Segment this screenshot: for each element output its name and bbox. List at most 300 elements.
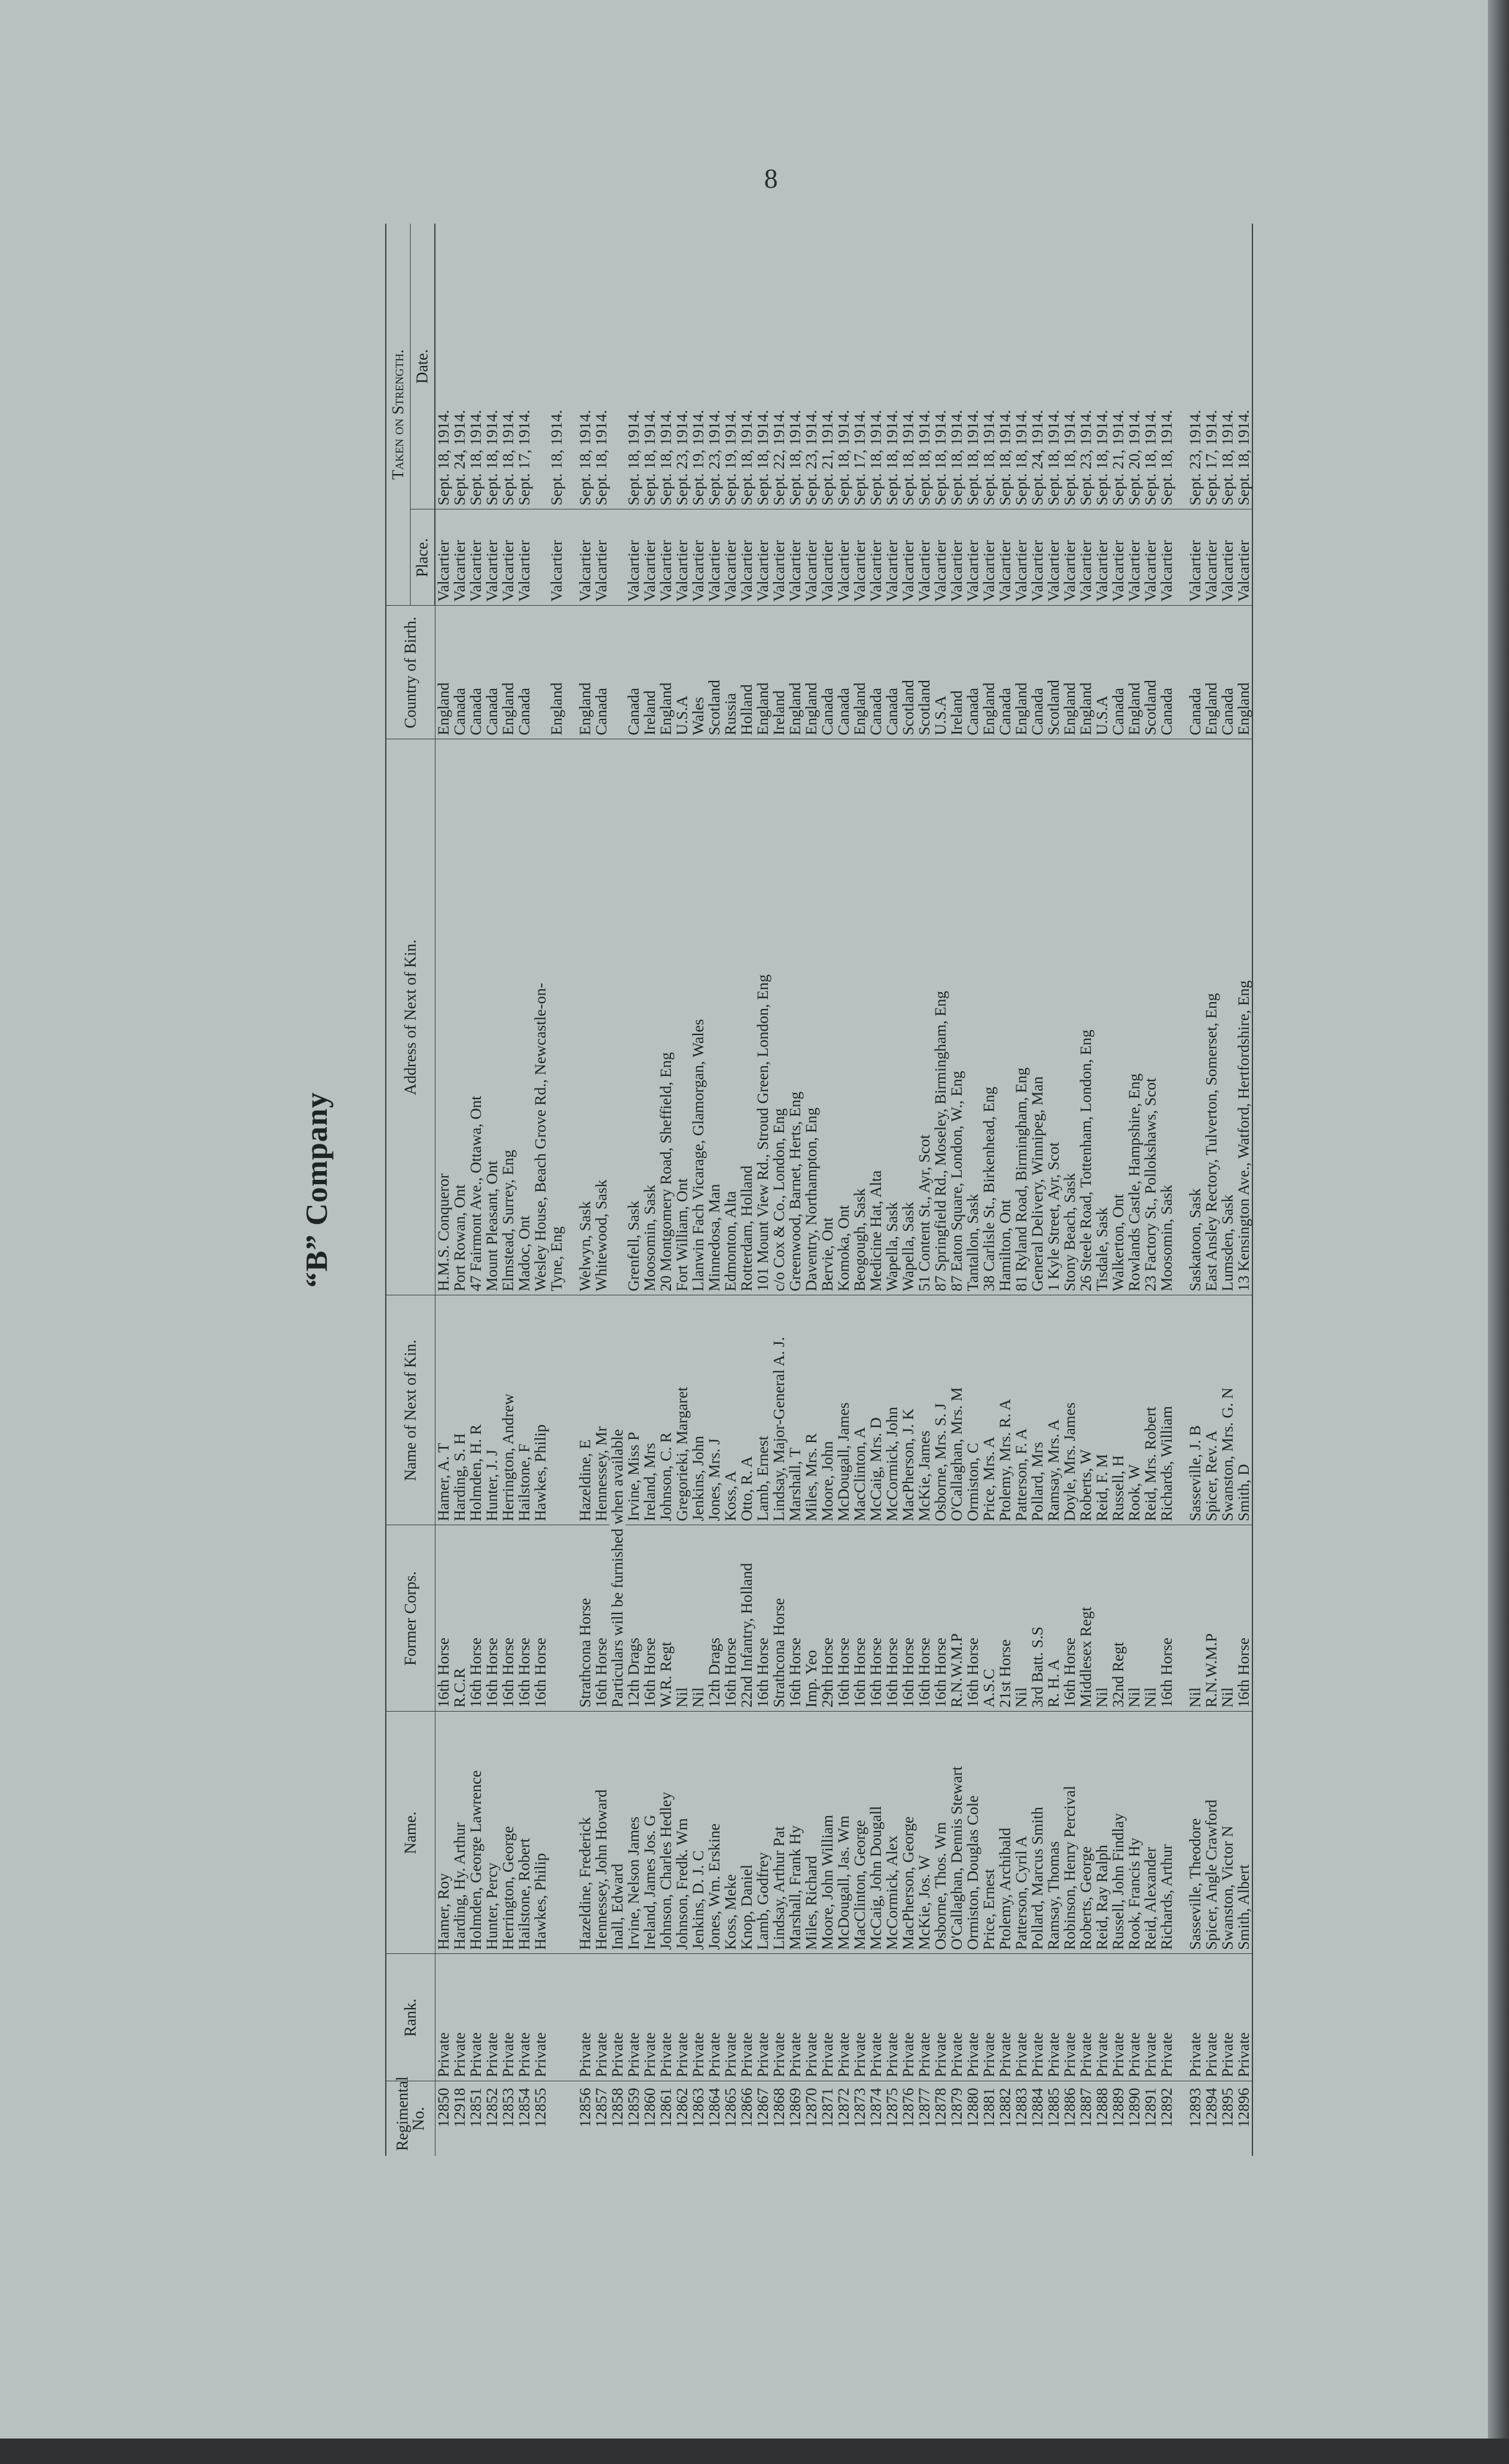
cell-place: Valcartier bbox=[1236, 509, 1252, 606]
header-date: Date. bbox=[411, 224, 435, 509]
cell-former-corps: 16th Horse bbox=[868, 1525, 884, 1712]
table-row bbox=[1126, 224, 1142, 2156]
cell-country: Canada bbox=[452, 606, 468, 739]
cell-rank: Private bbox=[771, 1954, 787, 2081]
cell-former-corps: 16th Horse bbox=[852, 1525, 868, 1712]
cell-country: England bbox=[981, 606, 997, 739]
cell-regimental-no: 12896 bbox=[1234, 2088, 1252, 2128]
cell-regimental-no: 12918 bbox=[450, 2088, 468, 2128]
table-row bbox=[642, 224, 658, 2156]
cell-next-of-kin bbox=[549, 1295, 565, 1525]
cell-regimental-no: 12872 bbox=[834, 2088, 852, 2128]
cell-place: Valcartier bbox=[787, 509, 803, 606]
spacer-cell bbox=[565, 224, 577, 509]
cell-name: Osborne, Thos. Wm bbox=[932, 1712, 949, 1954]
cell-regimental-no: 12853 bbox=[499, 2088, 517, 2128]
cell-former-corps: 16th Horse bbox=[1062, 1525, 1078, 1712]
cell-country: Canada bbox=[1159, 606, 1175, 739]
table-row bbox=[1236, 224, 1252, 2156]
cell-regimental-no: 12860 bbox=[641, 2088, 659, 2128]
header-former-corps: Former Corps. bbox=[386, 1525, 435, 1712]
cell-next-of-kin: Price, Mrs. A bbox=[981, 1295, 997, 1525]
spacer-cell bbox=[1175, 1954, 1187, 2081]
cell-country: Canada bbox=[997, 606, 1013, 739]
cell-date: Sept. 18, 1914. bbox=[949, 224, 965, 509]
cell-name: Johnson, Fredk. Wm bbox=[674, 1712, 690, 1954]
cell-place: Valcartier bbox=[932, 509, 949, 606]
cell-name: Lamb, Godfrey bbox=[755, 1712, 771, 1954]
cell-rank: Private bbox=[755, 1954, 771, 2081]
cell-next-of-kin: Hamer, A. T bbox=[435, 1295, 452, 1525]
cell-name: Ramsay, Thomas bbox=[1046, 1712, 1062, 1954]
header-regimental-no: Regimental No. bbox=[386, 2081, 435, 2156]
cell-country: Canada bbox=[484, 606, 500, 739]
cell-date: Sept. 18, 1914. bbox=[884, 224, 900, 509]
cell-former-corps: Nil bbox=[1220, 1525, 1236, 1712]
cell-country: England bbox=[1062, 606, 1078, 739]
table-row bbox=[690, 224, 706, 2156]
cell-former-corps: Nil bbox=[690, 1525, 706, 1712]
cell-former-corps: 32nd Regt bbox=[1110, 1525, 1126, 1712]
group-spacer bbox=[1175, 224, 1187, 2156]
cell-country: England bbox=[577, 606, 593, 739]
cell-country: England bbox=[500, 606, 516, 739]
cell-next-of-kin: Hawkes, Philip bbox=[532, 1295, 549, 1525]
cell-place: Valcartier bbox=[981, 509, 997, 606]
cell-date: Sept. 17, 1914. bbox=[852, 224, 868, 509]
cell-former-corps: 16th Horse bbox=[723, 1525, 739, 1712]
cell-next-of-kin: Marshall, T bbox=[787, 1295, 803, 1525]
cell-date: Sept. 23, 1914. bbox=[674, 224, 690, 509]
cell-next-of-kin: McCormick, John bbox=[884, 1295, 900, 1525]
cell-regimental-no: 12858 bbox=[608, 2088, 626, 2128]
table-row bbox=[1220, 224, 1236, 2156]
cell-date: Sept. 18, 1914. bbox=[1062, 224, 1078, 509]
table-row bbox=[997, 224, 1013, 2156]
cell-place: Valcartier bbox=[1203, 509, 1220, 606]
header-address: Address of Next of Kin. bbox=[386, 739, 435, 1295]
cell-next-of-kin: Hunter, J. J bbox=[484, 1295, 500, 1525]
table-row bbox=[674, 224, 690, 2156]
cell-place: Valcartier bbox=[836, 509, 852, 606]
cell-rank: Private bbox=[787, 1954, 803, 2081]
cell-former-corps: Nil bbox=[1126, 1525, 1142, 1712]
header-place: Place. bbox=[411, 509, 435, 606]
cell-name: McKie, Jos. W bbox=[916, 1712, 932, 1954]
cell-former-corps: 16th Horse bbox=[787, 1525, 803, 1712]
cell-place: Valcartier bbox=[674, 509, 690, 606]
cell-next-of-kin: Harding, S. H bbox=[452, 1295, 468, 1525]
cell-name: McCormick, Alex bbox=[884, 1712, 900, 1954]
cell-name: McDougall, Jas. Wm bbox=[836, 1712, 852, 1954]
cell-country: England bbox=[1236, 606, 1252, 739]
cell-regimental-no: 12882 bbox=[996, 2088, 1014, 2128]
cell-date: Sept. 18, 1914. bbox=[468, 224, 484, 509]
cell-place: Valcartier bbox=[1046, 509, 1062, 606]
cell-place: Valcartier bbox=[868, 509, 884, 606]
cell-date: Sept. 18, 1914. bbox=[1142, 224, 1159, 509]
cell-country bbox=[609, 606, 626, 739]
cell-address: Stony Beach, Sask bbox=[1062, 739, 1078, 1295]
table-row bbox=[1203, 224, 1220, 2156]
cell-rank: Private bbox=[690, 1954, 706, 2081]
cell-next-of-kin: Patterson, F. A bbox=[1013, 1295, 1029, 1525]
cell-regimental-no: 12887 bbox=[1077, 2088, 1095, 2128]
cell-place: Valcartier bbox=[965, 509, 981, 606]
cell-former-corps: R.N.W.M.P bbox=[1203, 1525, 1220, 1712]
cell-country: Canada bbox=[1029, 606, 1046, 739]
cell-date: Sept. 18, 1914. bbox=[1220, 224, 1236, 509]
cell-address: Minnedosa, Man bbox=[706, 739, 723, 1295]
cell-former-corps: 16th Horse bbox=[468, 1525, 484, 1712]
cell-name: McCaig, John Dougall bbox=[868, 1712, 884, 1954]
cell-address: Medicine Hat, Alta bbox=[868, 739, 884, 1295]
cell-regimental-no: 12866 bbox=[737, 2088, 755, 2128]
table-row bbox=[706, 224, 723, 2156]
spacer-cell bbox=[565, 2081, 577, 2156]
cell-date: Sept. 18, 1914. bbox=[577, 224, 593, 509]
cell-name: Russell, John Findlay bbox=[1110, 1712, 1126, 1954]
cell-address: Beogough, Sask bbox=[852, 739, 868, 1295]
cell-date: Sept. 18, 1914. bbox=[965, 224, 981, 509]
cell-address: 38 Carlisle St., Birkenhead, Eng bbox=[981, 739, 997, 1295]
cell-former-corps: 21st Horse bbox=[997, 1525, 1013, 1712]
cell-country: Ireland bbox=[771, 606, 787, 739]
cell-regimental-no: 12879 bbox=[947, 2088, 965, 2128]
cell-country: England bbox=[1078, 606, 1094, 739]
cell-name: Lindsay, Arthur Pat bbox=[771, 1712, 787, 1954]
cell-regimental-no: 12875 bbox=[883, 2088, 901, 2128]
cell-rank: Private bbox=[1126, 1954, 1142, 2081]
cell-country: Scotland bbox=[1142, 606, 1159, 739]
cell-country: Canada bbox=[884, 606, 900, 739]
spacer-cell bbox=[565, 1712, 577, 1954]
cell-date: Sept. 19, 1914. bbox=[723, 224, 739, 509]
cell-place: Valcartier bbox=[1078, 509, 1094, 606]
cell-place: Valcartier bbox=[803, 509, 819, 606]
cell-next-of-kin: Russell, H bbox=[1110, 1295, 1126, 1525]
cell-regimental-no: 12886 bbox=[1060, 2088, 1078, 2128]
cell-place: Valcartier bbox=[1062, 509, 1078, 606]
cell-rank: Private bbox=[642, 1954, 658, 2081]
cell-rank: Private bbox=[868, 1954, 884, 2081]
cell-address: 87 Springfield Rd., Moseley, Birmingham, Eng bbox=[932, 739, 949, 1295]
cell-place: Valcartier bbox=[916, 509, 932, 606]
cell-name: Richards, Arthur bbox=[1159, 1712, 1175, 1954]
cell-name: Spicer, Angle Crawford bbox=[1203, 1712, 1220, 1954]
cell-date: Sept. 23, 1914. bbox=[1187, 224, 1203, 509]
cell-regimental-no: 12865 bbox=[721, 2088, 739, 2128]
cell-rank: Private bbox=[852, 1954, 868, 2081]
roll-body bbox=[435, 224, 1252, 2156]
cell-next-of-kin: Doyle, Mrs. James bbox=[1062, 1295, 1078, 1525]
cell-rank: Private bbox=[1203, 1954, 1220, 2081]
cell-regimental-no: 12854 bbox=[515, 2088, 533, 2128]
table-row bbox=[1094, 224, 1110, 2156]
cell-address: Fort William, Ont bbox=[674, 739, 690, 1295]
cell-rank: Private bbox=[1094, 1954, 1110, 2081]
cell-address: 101 Mount View Rd., Stroud Green, London, Eng bbox=[755, 739, 771, 1295]
cell-address: East Ansley Rectory, Tulverton, Somerset, Eng bbox=[1203, 739, 1220, 1295]
cell-date: Sept. 17, 1914. bbox=[1203, 224, 1220, 509]
cell-regimental-no bbox=[549, 2081, 565, 2156]
table-row bbox=[723, 224, 739, 2156]
cell-name: Miles, Richard bbox=[803, 1712, 819, 1954]
cell-rank: Private bbox=[500, 1954, 516, 2081]
cell-country: Canada bbox=[819, 606, 836, 739]
spacer-cell bbox=[1175, 1295, 1187, 1525]
cell-country: Canada bbox=[593, 606, 609, 739]
cell-address: Greenwood, Barnet, Herts, Eng bbox=[787, 739, 803, 1295]
cell-regimental-no: 12889 bbox=[1109, 2088, 1127, 2128]
cell-next-of-kin: Ireland, Mrs bbox=[642, 1295, 658, 1525]
cell-next-of-kin: Richards, William bbox=[1159, 1295, 1175, 1525]
cell-place: Valcartier bbox=[690, 509, 706, 606]
cell-rank: Private bbox=[1142, 1954, 1159, 2081]
cell-address: Edmonton, Alta bbox=[723, 739, 739, 1295]
cell-rank: Private bbox=[723, 1954, 739, 2081]
cell-name: Ptolemy, Archibald bbox=[997, 1712, 1013, 1954]
cell-place: Valcartier bbox=[771, 509, 787, 606]
cell-place: Valcartier bbox=[852, 509, 868, 606]
cell-regimental-no: 12883 bbox=[1012, 2088, 1030, 2128]
cell-address: Port Rowan, Ont bbox=[452, 739, 468, 1295]
cell-place: Valcartier bbox=[577, 509, 593, 606]
spacer-cell bbox=[1175, 1525, 1187, 1712]
cell-place: Valcartier bbox=[642, 509, 658, 606]
cell-rank: Private bbox=[1013, 1954, 1029, 2081]
cell-regimental-no: 12855 bbox=[531, 2088, 549, 2128]
cell-next-of-kin: Hailstone, F bbox=[516, 1295, 532, 1525]
cell-former-corps: Nil bbox=[674, 1525, 690, 1712]
cell-name: Jenkins, D. J. C bbox=[690, 1712, 706, 1954]
cell-former-corps: A.S.C bbox=[981, 1525, 997, 1712]
cell-regimental-no: 12864 bbox=[705, 2088, 723, 2128]
cell-country: England bbox=[435, 606, 452, 739]
group-spacer bbox=[565, 224, 577, 2156]
cell-next-of-kin: Jones, Mrs. J bbox=[706, 1295, 723, 1525]
cell-name: Johnson, Charles Hedley bbox=[658, 1712, 674, 1954]
cell-former-corps: Imp. Yeo bbox=[803, 1525, 819, 1712]
cell-place: Valcartier bbox=[1013, 509, 1029, 606]
table-row bbox=[836, 224, 852, 2156]
cell-address: 87 Eaton Square, London, W., Eng bbox=[949, 739, 965, 1295]
cell-former-corps: 3rd Batt. S.S bbox=[1029, 1525, 1046, 1712]
cell-name: Koss, Meke bbox=[723, 1712, 739, 1954]
cell-date: Sept. 21, 1914. bbox=[1110, 224, 1126, 509]
cell-next-of-kin: Reid, F. M bbox=[1094, 1295, 1110, 1525]
table-row bbox=[577, 224, 593, 2156]
cell-address: Hamilton, Ont bbox=[997, 739, 1013, 1295]
spacer-cell bbox=[1175, 509, 1187, 606]
table-row bbox=[532, 224, 549, 2156]
cell-place: Valcartier bbox=[1220, 509, 1236, 606]
cell-regimental-no: 12861 bbox=[657, 2088, 675, 2128]
cell-rank: Private bbox=[1046, 1954, 1062, 2081]
cell-next-of-kin: Smith, D bbox=[1236, 1295, 1252, 1525]
cell-date: Sept. 18, 1914. bbox=[1013, 224, 1029, 509]
page-number: 8 bbox=[764, 163, 778, 194]
table-row bbox=[500, 224, 516, 2156]
cell-country: Canada bbox=[868, 606, 884, 739]
cell-date: Sept. 24, 1914. bbox=[1029, 224, 1046, 509]
cell-address: Welwyn, Sask bbox=[577, 739, 593, 1295]
cell-former-corps: 29th Horse bbox=[819, 1525, 836, 1712]
cell-place: Valcartier bbox=[468, 509, 484, 606]
nominal-roll-table bbox=[385, 224, 1253, 2156]
cell-place: Valcartier bbox=[484, 509, 500, 606]
cell-address: Rotterdam, Holland bbox=[739, 739, 755, 1295]
cell-former-corps: 16th Horse bbox=[484, 1525, 500, 1712]
cell-regimental-no: 12867 bbox=[754, 2088, 772, 2128]
cell-rank: Private bbox=[435, 1954, 452, 2081]
header-name: Name. bbox=[386, 1712, 435, 1954]
spacer-cell bbox=[565, 1525, 577, 1712]
table-row bbox=[549, 224, 565, 2156]
table-row bbox=[739, 224, 755, 2156]
cell-next-of-kin: Hazeldine, E bbox=[577, 1295, 593, 1525]
cell-next-of-kin: Gregorieki, Margaret bbox=[674, 1295, 690, 1525]
cell-next-of-kin: McDougall, James bbox=[836, 1295, 852, 1525]
cell-address: H.M.S. Conqueror bbox=[435, 739, 452, 1295]
table-row bbox=[516, 224, 532, 2156]
cell-country: Canada bbox=[626, 606, 642, 739]
cell-particulars-note: Particulars will be furnished when available bbox=[609, 1295, 626, 1712]
table-row bbox=[1046, 224, 1062, 2156]
cell-country: England bbox=[803, 606, 819, 739]
cell-date: Sept. 18, 1914. bbox=[642, 224, 658, 509]
cell-rank: Private bbox=[593, 1954, 609, 2081]
cell-next-of-kin: Osborne, Mrs. S. J bbox=[932, 1295, 949, 1525]
cell-address: Grenfell, Sask bbox=[626, 739, 642, 1295]
cell-country: England bbox=[1203, 606, 1220, 739]
cell-name: MacPherson, George bbox=[900, 1712, 916, 1954]
cell-former-corps: 16th Horse bbox=[642, 1525, 658, 1712]
header-next-of-kin: Name of Next of Kin. bbox=[386, 1295, 435, 1525]
table-row bbox=[1159, 224, 1175, 2156]
cell-address: Saskatoon, Sask bbox=[1187, 739, 1203, 1295]
cell-address: 23 Factory St., Pollokshaws, Scot bbox=[1142, 739, 1159, 1295]
table-row bbox=[1013, 224, 1029, 2156]
cell-rank: Private bbox=[949, 1954, 965, 2081]
cell-country: England bbox=[755, 606, 771, 739]
cell-name: Holmden, George Lawrence bbox=[468, 1712, 484, 1954]
table-row bbox=[755, 224, 771, 2156]
cell-regimental-no: 12892 bbox=[1157, 2088, 1175, 2128]
rotated-register bbox=[298, 224, 1392, 2156]
cell-country: England bbox=[852, 606, 868, 739]
cell-regimental-no: 12881 bbox=[980, 2088, 998, 2128]
cell-name: Hennessey, John Howard bbox=[593, 1712, 609, 1954]
cell-date: Sept. 24, 1914. bbox=[452, 224, 468, 509]
cell-regimental-no: 12874 bbox=[867, 2088, 885, 2128]
table-row bbox=[819, 224, 836, 2156]
cell-date: Sept. 18, 1914. bbox=[435, 224, 452, 509]
cell-address: 47 Fairmont Ave., Ottawa, Ont bbox=[468, 739, 484, 1295]
cell-country: Holland bbox=[739, 606, 755, 739]
table-row bbox=[452, 224, 468, 2156]
cell-rank: Private bbox=[916, 1954, 932, 2081]
table-row bbox=[965, 224, 981, 2156]
cell-rank: Private bbox=[532, 1954, 549, 2081]
cell-rank: Private bbox=[739, 1954, 755, 2081]
cell-name: Hailstone, Robert bbox=[516, 1712, 532, 1954]
cell-next-of-kin: Ptolemy, Mrs. R. A bbox=[997, 1295, 1013, 1525]
cell-name: Roberts, George bbox=[1078, 1712, 1094, 1954]
table-row bbox=[1142, 224, 1159, 2156]
cell-next-of-kin: Ormiston, C bbox=[965, 1295, 981, 1525]
cell-name: Herrington, George bbox=[500, 1712, 516, 1954]
table-row bbox=[900, 224, 916, 2156]
cell-former-corps: 12th Drags bbox=[706, 1525, 723, 1712]
spacer-cell bbox=[565, 739, 577, 1295]
cell-date: Sept. 19, 1914. bbox=[690, 224, 706, 509]
cell-place: Valcartier bbox=[900, 509, 916, 606]
cell-name: Harding, Hy. Arthur bbox=[452, 1712, 468, 1954]
cell-regimental-no: 12870 bbox=[802, 2088, 820, 2128]
cell-country: Scotland bbox=[900, 606, 916, 739]
cell-date: Sept. 18, 1914. bbox=[787, 224, 803, 509]
cell-regimental-no: 12877 bbox=[915, 2088, 933, 2128]
cell-country: Canada bbox=[836, 606, 852, 739]
cell-rank: Private bbox=[706, 1954, 723, 2081]
cell-rank: Private bbox=[1236, 1954, 1252, 2081]
cell-date: Sept. 23, 1914. bbox=[1078, 224, 1094, 509]
cell-regimental-no: 12893 bbox=[1186, 2088, 1204, 2128]
cell-next-of-kin: Lindsay, Major-General A. J. bbox=[771, 1295, 787, 1525]
cell-name: Smith, Albert bbox=[1236, 1712, 1252, 1954]
cell-address: Tyne, Eng bbox=[549, 739, 565, 1295]
table-row bbox=[852, 224, 868, 2156]
table-row bbox=[1110, 224, 1126, 2156]
cell-place: Valcartier bbox=[1159, 509, 1175, 606]
cell-rank: Private bbox=[803, 1954, 819, 2081]
cell-address: Moosomin, Sask bbox=[642, 739, 658, 1295]
cell-place: Valcartier bbox=[997, 509, 1013, 606]
table-row bbox=[1029, 224, 1046, 2156]
company-title: “B” Company bbox=[299, 1092, 334, 1288]
cell-country: England bbox=[658, 606, 674, 739]
cell-rank: Private bbox=[452, 1954, 468, 2081]
cell-next-of-kin: Pollard, Mrs bbox=[1029, 1295, 1046, 1525]
cell-date: Sept. 18, 1914. bbox=[836, 224, 852, 509]
cell-date: Sept. 18, 1914. bbox=[1046, 224, 1062, 509]
cell-address: Mount Pleasant, Ont bbox=[484, 739, 500, 1295]
cell-regimental-no: 12856 bbox=[576, 2088, 594, 2128]
cell-rank: Private bbox=[1159, 1954, 1175, 2081]
cell-rank: Private bbox=[836, 1954, 852, 2081]
cell-address: Madoc, Ont bbox=[516, 739, 532, 1295]
cell-date: Sept. 18, 1914. bbox=[739, 224, 755, 509]
cell-former-corps: W.R. Regt bbox=[658, 1525, 674, 1712]
cell-place: Valcartier bbox=[452, 509, 468, 606]
cell-rank: Private bbox=[609, 1954, 626, 2081]
cell-former-corps: Nil bbox=[1142, 1525, 1159, 1712]
cell-former-corps: 16th Horse bbox=[532, 1525, 549, 1712]
cell-regimental-no: 12863 bbox=[689, 2088, 707, 2128]
cell-next-of-kin: Irvine, Miss P bbox=[626, 1295, 642, 1525]
cell-address: Llanwin Fach Vicarage, Glamorgan, Wales bbox=[690, 739, 706, 1295]
cell-address: Wapella, Sask bbox=[884, 739, 900, 1295]
cell-rank: Private bbox=[819, 1954, 836, 2081]
cell-date: Sept. 18, 1914. bbox=[1159, 224, 1175, 509]
table-row bbox=[932, 224, 949, 2156]
cell-former-corps: 16th Horse bbox=[500, 1525, 516, 1712]
cell-address: 51 Content St., Ayr, Scot bbox=[916, 739, 932, 1295]
cell-regimental-no: 12880 bbox=[964, 2088, 982, 2128]
cell-rank bbox=[549, 1954, 565, 2081]
cell-address bbox=[609, 739, 626, 1295]
